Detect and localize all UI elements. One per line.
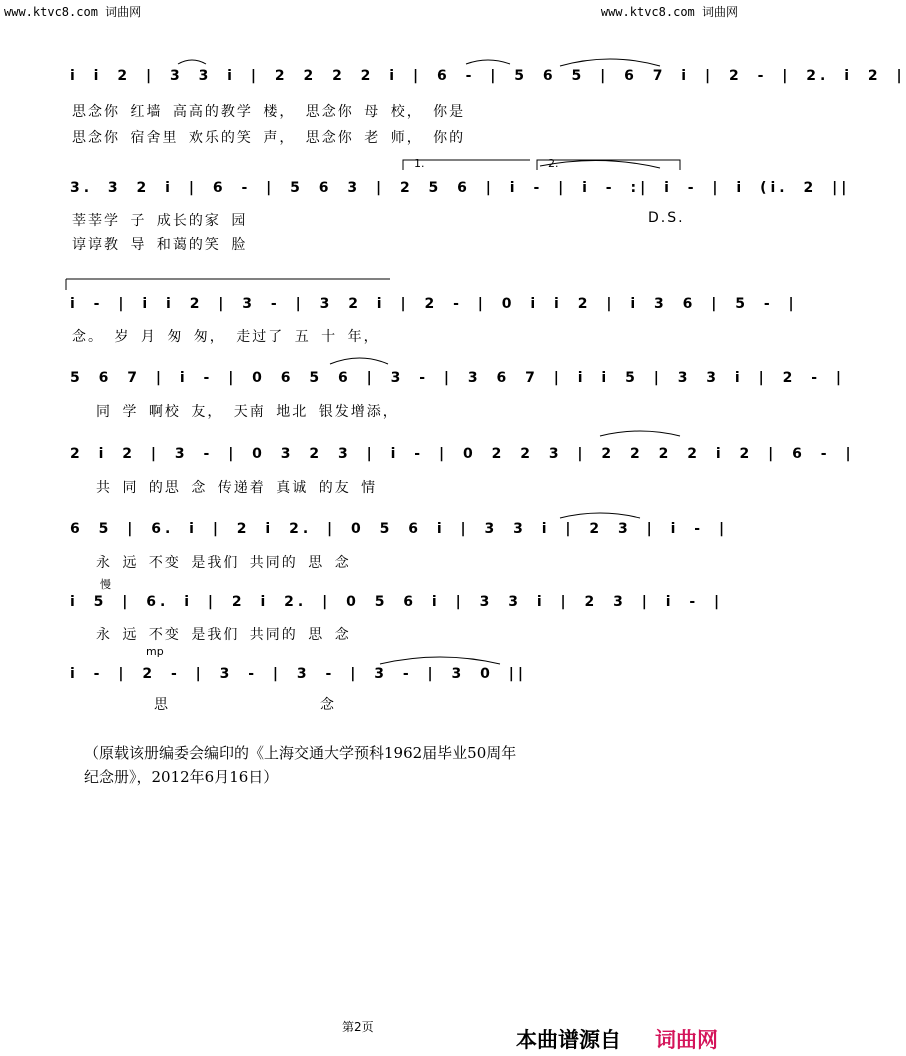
notation-line-2: 3. 3 2 i | 6 - | 5 6 3 | 2 5 6 | i - | i - :| i - | i (i. 2 || bbox=[70, 180, 851, 196]
ds-marking: D.S. bbox=[648, 210, 685, 226]
slur bbox=[600, 431, 680, 436]
notation-line-7: i 5 | 6. i | 2 i 2. | 0 5 6 i | 3 3 i | 2 3 | i - | bbox=[70, 594, 724, 610]
source-note-line-1: （原载该册编委会编印的《上海交通大学预科1962届毕业50周年 bbox=[84, 744, 517, 762]
notation-line-8: i - | 2 - | 3 - | 3 - | 3 - | 3 0 || bbox=[70, 666, 527, 682]
slur bbox=[380, 657, 500, 664]
header-left-url[interactable]: www.ktvc8.com 词曲网 bbox=[4, 5, 142, 19]
lyric-line-5: 共 同 的思 念 传递着 真诚 的友 情 bbox=[96, 480, 378, 496]
source-note-line-2: 纪念册》，2012年6月16日） bbox=[84, 768, 279, 786]
lyric-line-3: 念。 岁 月 匆 匆， 走过了 五 十 年， bbox=[72, 329, 380, 345]
lyric-line-4: 同 学 啊校 友， 天南 地北 银发增添， bbox=[96, 404, 399, 420]
ending-2-label: 2. bbox=[548, 157, 559, 170]
lyric-line-2a: 莘莘学 子 成长的家 园 bbox=[72, 213, 248, 229]
footer-site-name[interactable]: 词曲网 bbox=[655, 1028, 718, 1052]
slur bbox=[178, 60, 206, 64]
lyric-line-1a: 思念你 红墙 高高的教学 楼， 思念你 母 校， 你是 bbox=[72, 104, 466, 120]
lyric-line-2b: 谆谆教 导 和蔼的笑 脸 bbox=[72, 237, 248, 253]
lyric-line-1b: 思念你 宿舍里 欢乐的笑 声， 思念你 老 师， 你的 bbox=[72, 130, 466, 146]
tempo-marking: 慢 bbox=[100, 578, 111, 591]
slur bbox=[560, 513, 640, 518]
slur bbox=[466, 60, 510, 64]
ending-1-label: 1. bbox=[414, 157, 425, 170]
page-number: 第2页 bbox=[342, 1020, 374, 1034]
lyric-line-7: 永 远 不变 是我们 共同的 思 念 bbox=[96, 627, 351, 643]
footer-source-label: 本曲谱源自 bbox=[516, 1028, 621, 1052]
notation-line-5: 2 i 2 | 3 - | 0 3 2 3 | i - | 0 2 2 3 | 2 2 2 2 i 2 | 6 - | bbox=[70, 446, 855, 462]
notation-line-3: i - | i i 2 | 3 - | 3 2 i | 2 - | 0 i i 2 | i 3 6 | 5 - | bbox=[70, 296, 798, 312]
notation-line-1: i i 2 | 3 3 i | 2 2 2 2 i | 6 - | 5 6 5 | 6 7 i | 2 - | 2. i 2 | bbox=[70, 68, 906, 84]
notation-line-6: 6 5 | 6. i | 2 i 2. | 0 5 6 i | 3 3 i | 2 3 | i - | bbox=[70, 521, 729, 537]
notation-line-4: 5 6 7 | i - | 0 6 5 6 | 3 - | 3 6 7 | i i 5 | 3 3 i | 2 - | bbox=[70, 370, 845, 386]
slur bbox=[330, 358, 388, 364]
dynamic-marking: mp bbox=[146, 645, 164, 658]
lyric-line-8a: 思 bbox=[154, 697, 170, 713]
header-right-url[interactable]: www.ktvc8.com 词曲网 bbox=[600, 5, 738, 19]
slur bbox=[560, 59, 660, 66]
lyric-line-8b: 念 bbox=[320, 697, 336, 713]
lyric-line-6: 永 远 不变 是我们 共同的 思 念 bbox=[96, 555, 351, 571]
